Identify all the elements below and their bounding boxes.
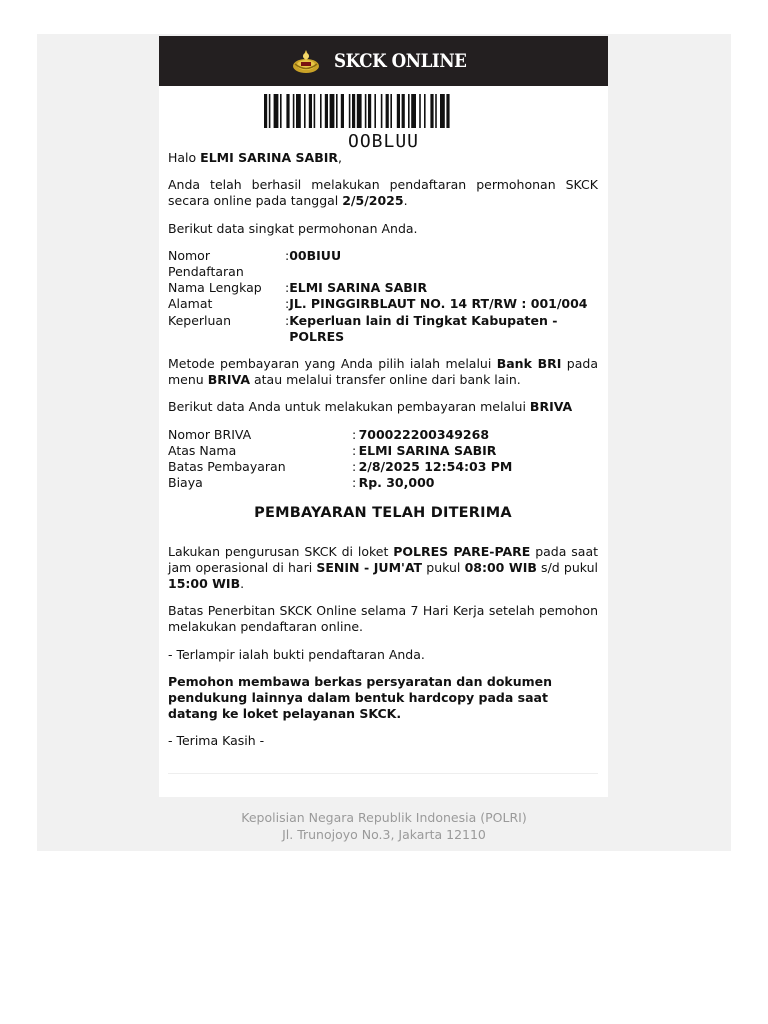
- barcode-bar: [296, 94, 301, 128]
- table-row: Alamat : JL. PINGGIRBLAUT NO. 14 RT/RW : 001/004: [168, 296, 588, 312]
- barcode-bar: [320, 94, 322, 128]
- header-bar: [159, 36, 608, 86]
- greeting: Halo ELMI SARINA SABIR,: [168, 150, 343, 165]
- barcode-bar: [435, 94, 437, 128]
- footer: [37, 810, 731, 843]
- summary-intro: Berikut data singkat permohonan Anda.: [168, 220, 418, 236]
- attachment-text: - Terlampir ialah bukti pendaftaran Anda.: [168, 646, 425, 662]
- table-row: Keperluan : Keperluan lain di Tingkat Kabupaten - POLRES: [168, 312, 558, 344]
- registration-table: [168, 248, 598, 345]
- barcode-bar: [390, 94, 392, 128]
- barcode-text: OOBLUU: [347, 131, 420, 152]
- instruction-text: Lakukan pengurusan SKCK di loket POLRES PARE-PARE pada saat jam operasional di hari SENIN - JUM'AT pukul 08:00 WIB s/d pukul 15:00 WIB.: [168, 543, 599, 592]
- payment-table: [168, 427, 598, 492]
- barcode-bar: [357, 94, 362, 128]
- divider: [168, 773, 598, 774]
- barcode-bar: [386, 94, 389, 128]
- barcode-bar: [330, 94, 335, 128]
- table-row: Atas Nama : ELMI SARINA SABIR: [168, 442, 497, 458]
- table-row: Batas Pembayaran : 2/8/2025 12:54:03 PM: [168, 459, 513, 475]
- intro-text: Anda telah berhasil melakukan pendaftaran permohonan SKCK secara online pada tanggal 2/5/2025.: [168, 177, 598, 209]
- table-row: Biaya : Rp. 30,000: [168, 475, 435, 491]
- applicant-name: ELMI SARINA SABIR: [200, 150, 339, 165]
- barcode-bar: [264, 94, 267, 128]
- payment-method-text: Metode pembayaran yang Anda pilih ialah melalui Bank BRI pada menu BRIVA atau melalui transfer online dari bank lain.: [168, 356, 598, 388]
- barcode-bar: [397, 94, 400, 128]
- barcode-bar: [325, 94, 328, 128]
- barcode-bar: [349, 94, 351, 128]
- payment-status-title: PEMBAYARAN TELAH DITERIMA: [254, 505, 512, 522]
- barcode-bar: [286, 94, 289, 128]
- barcode-bar: [368, 94, 371, 128]
- email-body: [168, 150, 598, 761]
- barcode-bar: [408, 94, 410, 128]
- barcode-bar: [411, 94, 416, 128]
- footer-organization: Kepolisian Negara Republik Indonesia (POLRI): [241, 810, 527, 825]
- footer-address: Jl. Trunojoyo No.3, Jakarta 12110: [282, 826, 486, 842]
- barcode-bar: [424, 94, 426, 128]
- table-row: Nomor BRIVA : 700022200349268: [168, 426, 490, 442]
- barcode: [264, 94, 502, 128]
- barcode-bar: [304, 94, 306, 128]
- registration-date: 2/5/2025: [342, 193, 404, 209]
- payment-intro: Berikut data Anda untuk melakukan pembayaran melalui BRIVA: [168, 399, 573, 415]
- barcode-bar: [352, 94, 355, 128]
- barcode-bar: [402, 94, 405, 128]
- barcode-bar: [446, 94, 449, 128]
- logo-text: SKCK ONLINE: [334, 50, 467, 72]
- barcode-bar: [341, 94, 344, 128]
- barcode-bar: [419, 94, 421, 128]
- closing-text: - Terima Kasih -: [168, 733, 265, 749]
- barcode-bar: [309, 94, 312, 128]
- notice-text: Pemohon membawa berkas persyaratan dan dokumen pendukung lainnya dalam bentuk hardcopy pada saat datang ke loket pelayanan SKCK.: [168, 673, 553, 722]
- barcode-bar: [293, 94, 295, 128]
- barcode-bar: [374, 94, 376, 128]
- barcode-bar: [274, 94, 279, 128]
- table-row: Nomor Pendaftaran : 00BIUU: [168, 247, 342, 280]
- deadline-text: Batas Penerbitan SKCK Online selama 7 Hari Kerja setelah pemohon melakukan pendaftaran online.: [168, 603, 598, 635]
- barcode-bar: [440, 94, 445, 128]
- table-row: Nama Lengkap : ELMI SARINA SABIR: [168, 280, 428, 296]
- barcode-bar: [269, 94, 271, 128]
- barcode-bar: [280, 94, 282, 128]
- barcode-bar: [381, 94, 383, 128]
- barcode-bar: [430, 94, 433, 128]
- barcode-bar: [336, 94, 338, 128]
- barcode-bar: [314, 94, 316, 128]
- barcode-bar: [365, 94, 367, 128]
- email-card: [159, 36, 608, 797]
- police-emblem-icon: [291, 47, 321, 75]
